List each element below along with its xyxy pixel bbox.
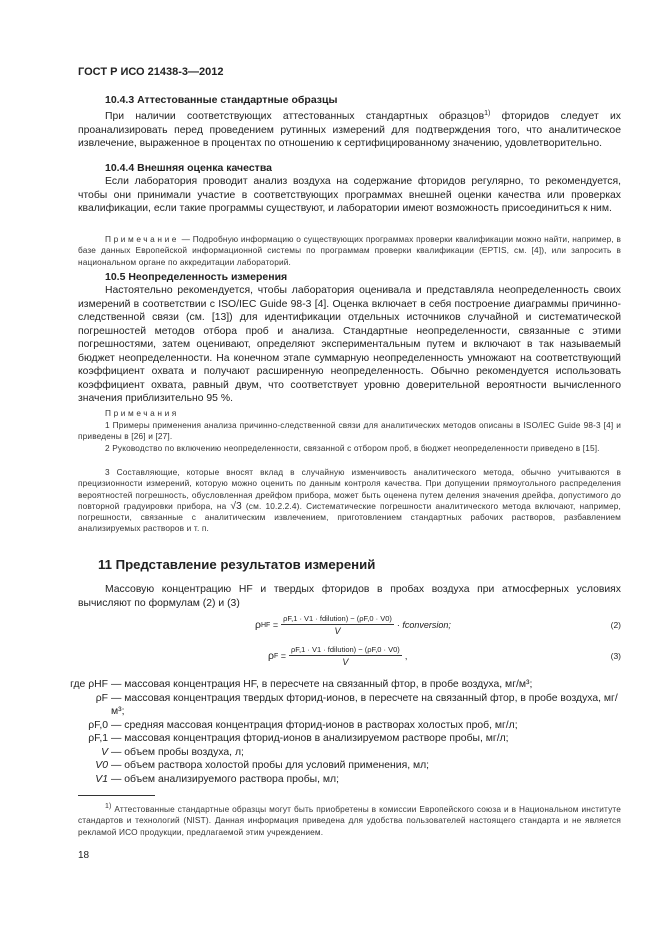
- note-1: 1 Примеры применения анализа причинно-следственной связи для аналитических методов описаны в ISO/IEC Guide 98-3 [4] и приведены в [26] и [27].: [78, 420, 621, 442]
- definition: — объем анализируемого раствора пробы, мл;: [111, 773, 339, 785]
- notes-label-text: Примечания: [105, 408, 179, 418]
- note-10-4-4: [78, 234, 621, 268]
- lhs-sub: F: [273, 652, 279, 660]
- paragraph-10-4-3: [78, 107, 621, 151]
- denominator: V: [342, 657, 349, 667]
- variable-row: [60, 692, 621, 719]
- footnote: [78, 801, 621, 838]
- variable-row: [60, 719, 621, 733]
- variable-row: [60, 773, 621, 787]
- definition: — объем раствора холостой пробы для условий применения, мл;: [111, 760, 430, 771]
- sqrt-symbol: √3: [230, 500, 242, 512]
- note-label: Примечание: [105, 234, 180, 244]
- formula-2: ρ HF = $\frac{\text{ρF,1 · V1 · fdilution) − (ρF,0 · V0)}}{V}$ · fconversion; (2): [255, 614, 621, 636]
- symbol: ρF,1: [88, 733, 108, 744]
- symbol: V: [101, 746, 108, 758]
- lhs: ρ: [255, 619, 261, 631]
- denominator: V: [334, 626, 341, 636]
- definition: — средняя массовая концентрация фторид-ионов в растворах холостых проб, мг/л;: [111, 719, 518, 731]
- text: фторидов следует их проанализировать перед проведением рутинных измерений для подтверждения того, что аналитическое извлечение, выраженное в процентах по отношению к сертифицированному значению, удовлетворительно.: [78, 111, 621, 149]
- variable-row: [60, 732, 621, 746]
- equation-number: (2): [610, 620, 621, 630]
- variable-row: [60, 746, 621, 760]
- document-header: ГОСТ Р ИСО 21438-3—2012: [78, 66, 224, 78]
- definition: — массовая концентрация фторид-ионов в анализируемом растворе пробы, мг/л;: [111, 733, 509, 744]
- text: При наличии соответствующих аттестованных стандартных образцов: [105, 111, 485, 122]
- footnote-text: Аттестованные стандартные образцы могут быть приобретены в комиссии Европейского союза и в Национальном институте стандартов и технологий (NIST). Данная информация приведена для удобства пользователей настоящего стандарта и не является рекламой ИСО продукции, предлагаемой этим учреждением.: [78, 804, 621, 837]
- variable-list: [60, 678, 621, 786]
- note-2: 2 Руководство по включению неопределенности, связанной с отбором проб, в бюджет неопределенности приведено в [15].: [105, 443, 600, 453]
- footnote-mark: 1): [105, 803, 112, 810]
- lhs: ρ: [268, 650, 274, 662]
- page-number: 18: [78, 850, 90, 861]
- footnote-divider: [78, 795, 155, 796]
- paragraph-10-4-4: Если лаборатория проводит анализ воздуха на содержание фторидов регулярно, то рекомендуется, чтобы они принимали участие в соответствующих программах внешней оценки качества или проверках квалификации, если такие программы существуют, и лаборатории имеют возможность присоединиться к ним.: [78, 176, 621, 214]
- symbol: V0: [95, 760, 108, 771]
- definition: — объем пробы воздуха, л;: [111, 746, 244, 758]
- formula-3: ρ F = $\frac{\text{ρF,1 · V1 · fdilution) − (ρF,0 · V0)}}{V}$ , (3): [268, 645, 621, 667]
- heading-10-4-4: 10.4.4 Внешняя оценка качества: [105, 162, 272, 174]
- footnote-ref[interactable]: 1): [484, 110, 491, 117]
- symbol: ρF,0: [88, 719, 108, 731]
- definition: — массовая концентрация твердых фторид-ионов, в пересчете на связанный фтор, в пробе воздуха, мг/м³;: [111, 692, 618, 717]
- symbol: V1: [95, 773, 108, 785]
- variable-row: [60, 678, 621, 692]
- lhs-sub: HF: [260, 621, 271, 629]
- definition: — массовая концентрация HF, в пересчете на связанный фтор, в пробе воздуха, мг/м³;: [111, 679, 533, 690]
- paragraph-11: Массовую концентрацию HF и твердых фторидов в пробах воздуха при атмосферных условиях вычисляют по формулам (2) и (3): [78, 584, 621, 609]
- variable-row: [60, 759, 621, 773]
- tail: · fconversion;: [396, 620, 451, 630]
- numerator: ρF,1 · V1 · fdilution) − (ρF,0 · V0): [291, 645, 400, 654]
- text: 3 Составляющие, которые вносят вклад в случайную изменчивость аналитического метода, обычно учитываются в прецизионности измерений, которую можно оценить по данным контроля качества. При допущении прямоугольного распределения вероятностей погрешность, обусловленная дрейфом прибора, может быть оценена путем деления значения дрейфа, допустимого до повторной градуировки прибора, на: [78, 467, 621, 511]
- tail: ,: [404, 651, 408, 661]
- heading-11: 11 Представление результатов измерений: [98, 557, 376, 572]
- note-3: [78, 467, 621, 535]
- numerator: ρF,1 · V1 · fdilution) − (ρF,0 · V0): [283, 614, 392, 623]
- paragraph-10-5: Настоятельно рекомендуется, чтобы лаборатория оценивала и представляла неопределенность своих измерений в соответствии с ISO/IEC Guide 98-3 [4]. Оценка включает в себя построение диаграммы причинно-следственной связи (см. [13]) для идентификации отдельных источников случайной и систематической погрешностей методов отбора проб и анализа. Стандартные неопределенности, связанные с этими погрешностями, затем оценивают, определяют экспериментальным путем и включают в так называемый бюджет неопределенности. На конечном этапе суммарную неопределенность умножают на соответствующий коэффициент охвата и получают расширенную неопределенность. Обычно рекомендуется использовать коэффициент охвата, равный двум, что соответствует уровню доверительной вероятности вычисленного значения приблизительно 95 %.: [78, 285, 621, 404]
- symbol: где ρHF: [70, 679, 108, 690]
- heading-10-4-3: 10.4.3 Аттестованные стандартные образцы: [105, 94, 338, 106]
- symbol: ρF: [95, 692, 108, 704]
- equation-number: (3): [610, 651, 621, 661]
- heading-10-5: 10.5 Неопределенность измерения: [105, 271, 288, 283]
- note-text: — Подробную информацию о существующих программах проверки квалификации можно найти, например, в базе данных Европейской информационной системы по программам проверки квалификации (EPTIS, см. [4]), или запросить в национальном органе по аккредитации лабораторий.: [78, 234, 621, 267]
- notes-label: [78, 408, 621, 419]
- text: (см. 10.2.2.4). Систематические погрешности аналитического метода включают, например, погрешности, связанные с аналитическим извлечением, приготовлением стандартных рабочих растворов, разбавлением анализируемых растворов и т. п.: [78, 500, 621, 534]
